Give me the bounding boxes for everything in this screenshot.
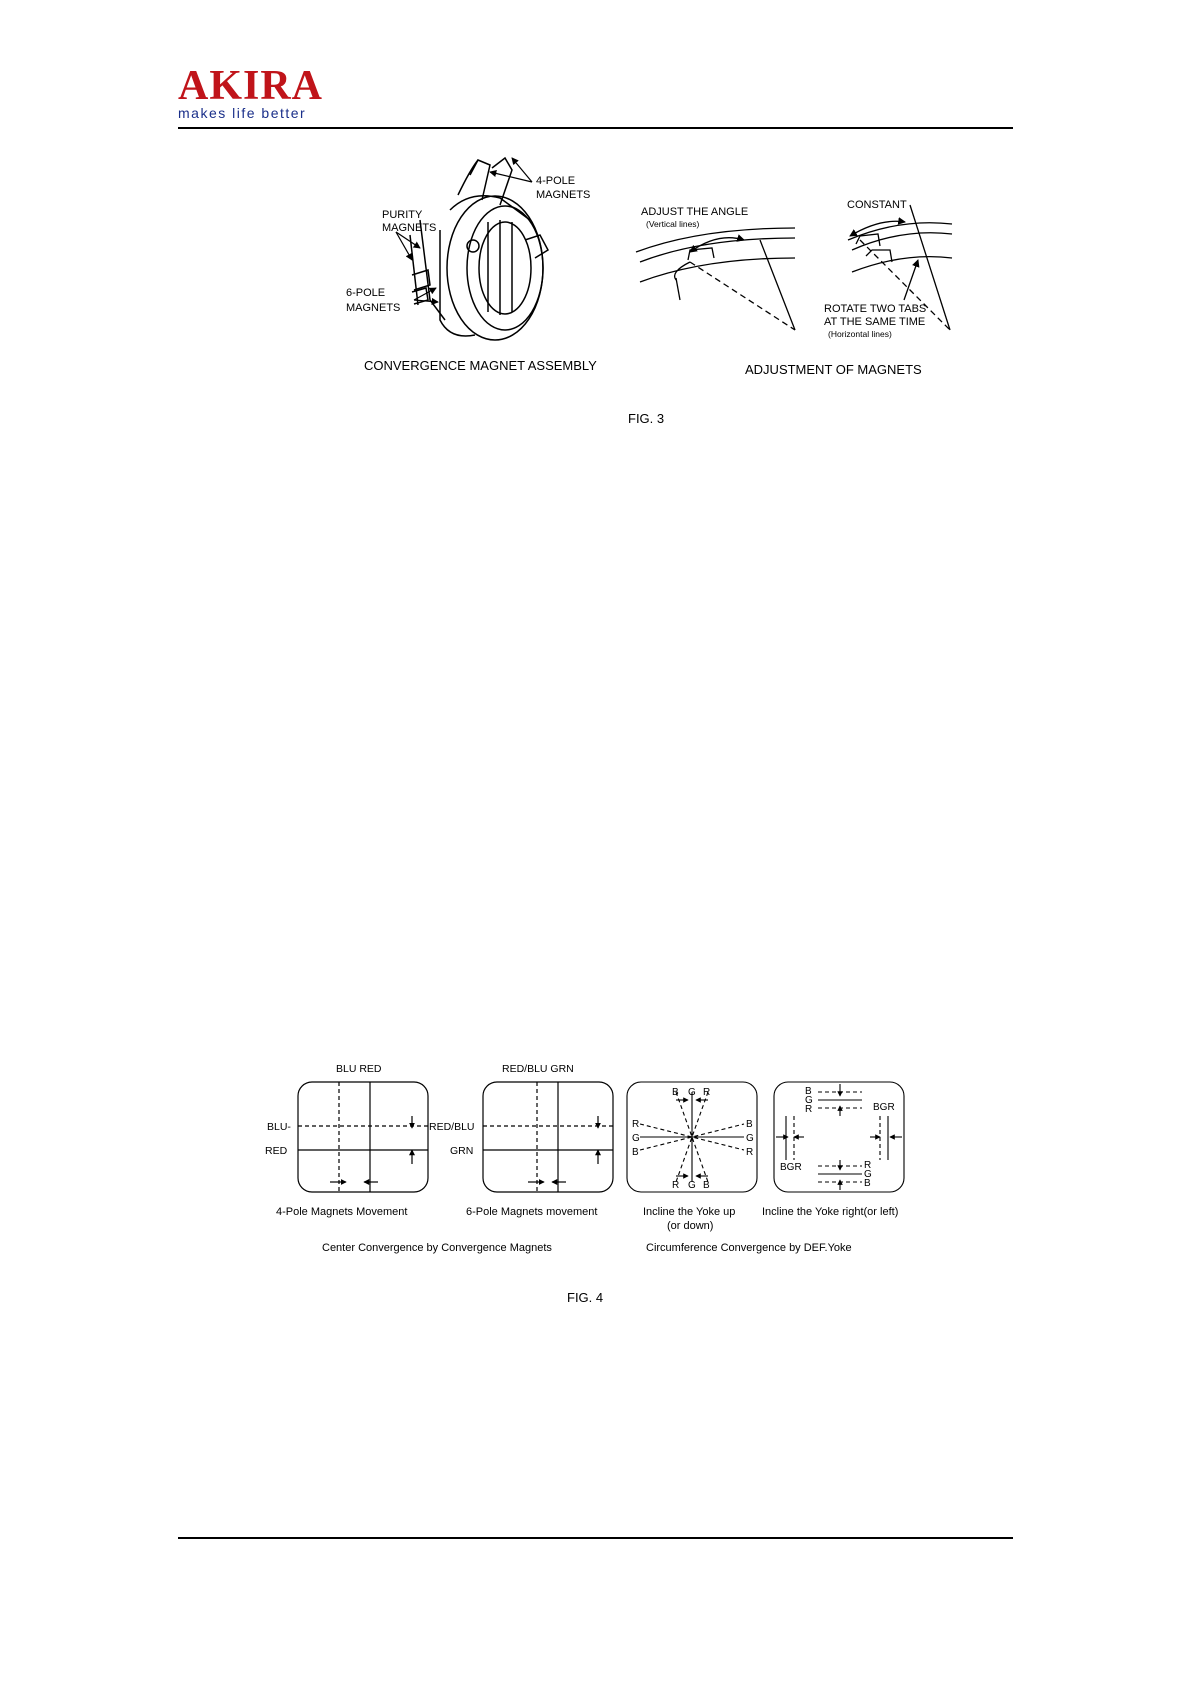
panel3-caption-2: (or down) bbox=[667, 1220, 714, 1232]
four-pole-label-2: MAGNETS bbox=[536, 189, 591, 201]
fig4-panel-6pole bbox=[483, 1082, 613, 1192]
four-pole-label-1: 4-POLE bbox=[536, 175, 576, 187]
panel3-right-g: G bbox=[746, 1133, 754, 1144]
purity-label-2: MAGNETS bbox=[382, 222, 437, 234]
panel1-red-label: RED bbox=[265, 1145, 288, 1157]
panel3-left-b: B bbox=[632, 1147, 639, 1158]
panel2-top-label: RED/BLU GRN bbox=[502, 1063, 574, 1075]
fig4-panel-incline-up bbox=[627, 1082, 757, 1192]
convergence-magnet-assembly-drawing bbox=[410, 158, 548, 340]
brand-name: AKIRA bbox=[178, 63, 324, 109]
panel2-grn-label: GRN bbox=[450, 1145, 474, 1157]
panel4-top-b: B bbox=[805, 1086, 812, 1097]
panel2-redblu-label: RED/BLU bbox=[429, 1121, 475, 1133]
horizontal-lines-label: (Horizontal lines) bbox=[828, 329, 892, 339]
adjustment-caption: ADJUSTMENT OF MAGNETS bbox=[745, 362, 922, 377]
panel3-bottom-g: G bbox=[688, 1180, 696, 1191]
assembly-caption: CONVERGENCE MAGNET ASSEMBLY bbox=[364, 358, 597, 373]
fig4-label: FIG. 4 bbox=[567, 1290, 604, 1305]
panel3-bottom-r: R bbox=[672, 1180, 680, 1191]
rotate-tabs-label-2: AT THE SAME TIME bbox=[824, 316, 926, 328]
panel3-caption-1: Incline the Yoke up bbox=[643, 1206, 736, 1218]
fig4-panel-incline-right bbox=[774, 1082, 904, 1192]
six-pole-label-2: MAGNETS bbox=[346, 302, 401, 314]
brand-tagline: makes life better bbox=[178, 105, 307, 121]
fig4-group-caption-left: Center Convergence by Convergence Magnets bbox=[322, 1242, 552, 1254]
panel3-bottom-b: B bbox=[703, 1180, 710, 1191]
constant-label: CONSTANT bbox=[847, 199, 907, 211]
panel3-top-b: B bbox=[672, 1087, 679, 1098]
panel4-bottom-r: R bbox=[864, 1160, 872, 1171]
panel4-caption: Incline the Yoke right(or left) bbox=[762, 1206, 899, 1218]
footer-rule bbox=[178, 1537, 1013, 1539]
panel4-bottom-g: G bbox=[864, 1169, 872, 1180]
fig4-panel-4pole bbox=[298, 1082, 428, 1192]
panel1-blu-label: BLU- bbox=[267, 1121, 291, 1133]
panel3-left-g: G bbox=[632, 1133, 640, 1144]
panel4-top-r: R bbox=[805, 1104, 813, 1115]
panel4-left-bgr: BGR bbox=[780, 1162, 802, 1173]
fig4-diagram bbox=[0, 1040, 1193, 1320]
panel3-right-r: R bbox=[746, 1147, 754, 1158]
panel4-bottom-b: B bbox=[864, 1178, 871, 1189]
panel3-right-b: B bbox=[746, 1119, 753, 1130]
adjust-angle-drawing bbox=[636, 228, 795, 330]
panel1-top-label: BLU RED bbox=[336, 1063, 382, 1075]
adjust-angle-label: ADJUST THE ANGLE bbox=[641, 206, 749, 218]
fig3-label: FIG. 3 bbox=[628, 411, 665, 426]
fig4-group-caption-right: Circumference Convergence by DEF.Yoke bbox=[646, 1242, 852, 1254]
panel3-top-g: G bbox=[688, 1087, 696, 1098]
rotate-tabs-label-1: ROTATE TWO TABS bbox=[824, 303, 927, 315]
panel1-caption: 4-Pole Magnets Movement bbox=[276, 1206, 408, 1218]
panel2-caption: 6-Pole Magnets movement bbox=[466, 1206, 598, 1218]
vertical-lines-label: (Vertical lines) bbox=[646, 219, 700, 229]
panel3-left-r: R bbox=[632, 1119, 640, 1130]
panel4-right-bgr: BGR bbox=[873, 1102, 895, 1113]
six-pole-label-1: 6-POLE bbox=[346, 287, 386, 299]
panel3-top-r: R bbox=[703, 1087, 711, 1098]
purity-label-1: PURITY bbox=[382, 209, 423, 221]
panel4-top-g: G bbox=[805, 1095, 813, 1106]
fig3-diagram bbox=[0, 0, 1193, 440]
